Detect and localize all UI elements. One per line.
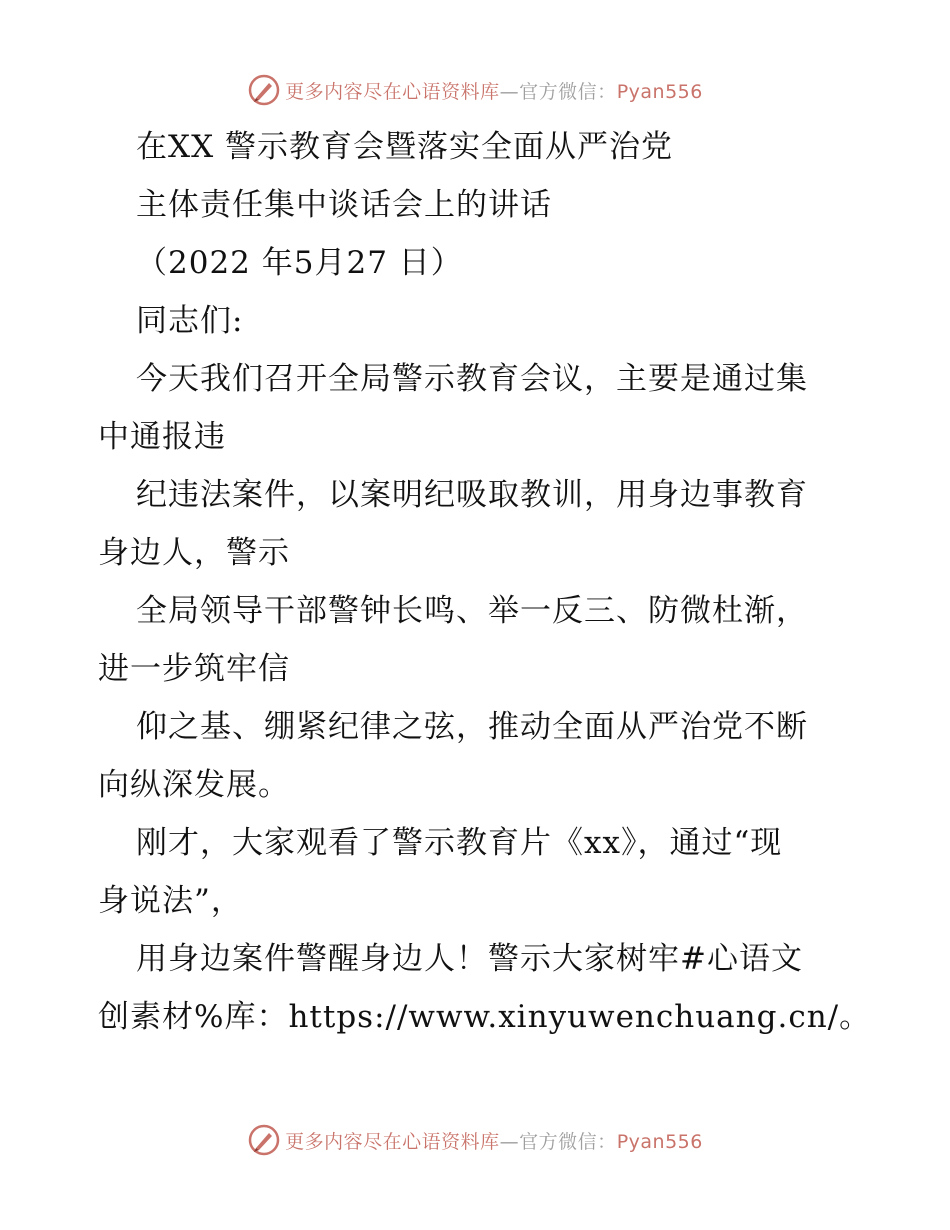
paragraph-line: 进一步筑牢信 — [98, 651, 290, 687]
banner-dash: — — [499, 80, 520, 103]
banner-wechat-id: Pyan556 — [616, 1130, 703, 1153]
banner-wechat-label: 官方微信： — [519, 80, 617, 103]
document-body — [98, 118, 872, 1046]
paragraph-line: 纪违法案件，以案明纪吸取教训，用身边事教育 — [136, 477, 808, 513]
banner-slogan: 更多内容尽在心语资料库 — [285, 80, 500, 103]
paragraph-line: 身说法”， — [98, 883, 243, 919]
paragraph-line: 全局领导干部警钟长鸣、举一反三、防微杜渐， — [136, 593, 808, 629]
salutation: 同志们: — [136, 303, 244, 339]
paragraph-line: 刚才，大家观看了警示教育片《xx》，通过“现 — [136, 825, 783, 861]
speech-date: （2022 年5月27 日） — [136, 245, 463, 281]
footer-banner — [0, 1120, 950, 1160]
paragraph-line: 中通报违 — [98, 419, 226, 455]
banner-slogan: 更多内容尽在心语资料库 — [285, 1130, 500, 1153]
paragraph-line: 仰之基、绷紧纪律之弦，推动全面从严治党不断 — [136, 709, 808, 745]
banner-text — [285, 77, 703, 104]
paragraph-line: 今天我们召开全局警示教育会议，主要是通过集 — [136, 361, 808, 397]
banner-text — [285, 1127, 703, 1154]
banner-wechat-id: Pyan556 — [616, 80, 703, 103]
pen-logo-icon — [247, 73, 281, 107]
paragraph-line: 用身边案件警醒身边人！警示大家树牢#心语文 — [136, 941, 803, 977]
paragraph-line: 创素材%库：https://www.xinyuwenchuang.cn/。 — [98, 999, 872, 1035]
header-banner — [0, 70, 950, 110]
banner-dash: — — [499, 1130, 520, 1153]
title-line-2: 主体责任集中谈话会上的讲话 — [136, 187, 552, 223]
banner-wechat-label: 官方微信： — [519, 1130, 617, 1153]
title-line-1: 在XX 警示教育会暨落实全面从严治党 — [136, 129, 673, 165]
paragraph-line: 向纵深发展。 — [98, 767, 290, 803]
pen-logo-icon — [247, 1123, 281, 1157]
paragraph-line: 身边人，警示 — [98, 535, 290, 571]
